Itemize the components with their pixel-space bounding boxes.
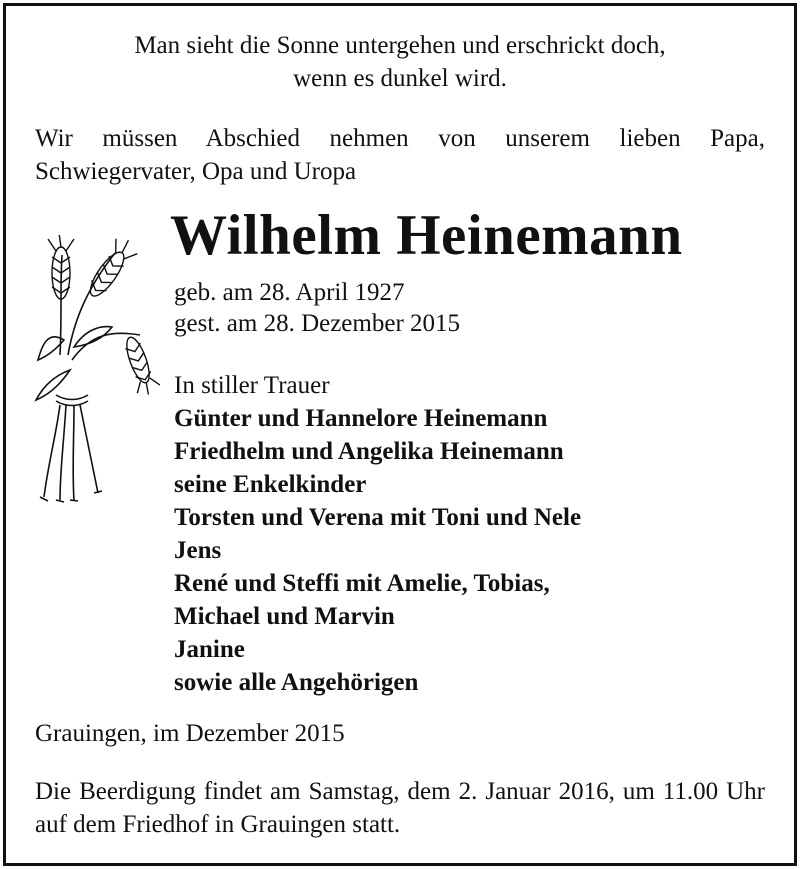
mourners-list (174, 369, 581, 699)
mourner-line: sowie alle Angehörigen (174, 669, 419, 696)
mourner-line: Torsten und Verena mit Toni und Nele (174, 504, 582, 531)
mourner-line: Michael und Marvin (174, 603, 395, 630)
mourners-intro: In stiller Trauer (174, 372, 330, 399)
wheat-sheaf-icon (30, 235, 160, 505)
death-date: gest. am 28. Dezember 2015 (174, 310, 461, 337)
mourner-line: René und Steffi mit Amelie, Tobias, (174, 570, 550, 597)
place-date: Grauingen, im Dezember 2015 (35, 720, 345, 747)
poem-line-2: wenn es dunkel wird. (293, 65, 507, 92)
mourner-line: Friedhelm und Angelika Heinemann (174, 438, 564, 465)
mourner-line: Jens (174, 537, 222, 564)
farewell-text: Wir müssen Abschied nehmen von unserem lieben Papa, Schwiegervater, Opa und Uropa (35, 125, 765, 185)
birth-date: geb. am 28. April 1927 (174, 279, 405, 306)
mourner-line: Günter und Hannelore Heinemann (174, 405, 548, 432)
funeral-notice: Die Beerdigung findet am Samstag, dem 2. Januar 2016, um 11.00 Uhr auf dem Friedhof in Grauingen statt. (35, 778, 765, 838)
mourner-line: seine Enkelkinder (174, 471, 367, 498)
poem-line-1: Man sieht die Sonne untergehen und erschrickt doch, (134, 32, 666, 59)
mourner-line: Janine (174, 636, 245, 663)
deceased-name: Wilhelm Heinemann (170, 204, 683, 267)
